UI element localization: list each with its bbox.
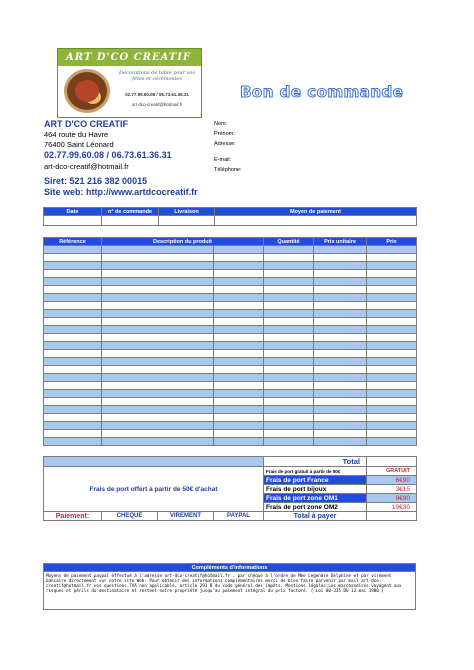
item-unit-price-cell[interactable] [314,350,367,358]
item-price-cell[interactable] [367,358,417,366]
logo-tagline: Décorations de table pour vos fêtes et cérémonies [118,70,196,82]
item-price-cell[interactable] [367,382,417,390]
table-row [44,342,417,350]
company-email: art-dco-creatif@hotmail.fr [44,162,129,171]
item-price-cell[interactable] [367,270,417,278]
order-date-cell[interactable] [44,216,102,226]
company-name: ART D'CO CREATIF [44,119,128,129]
items-table-header [44,238,417,246]
item-description-cell[interactable] [102,358,214,366]
item-reference-cell[interactable] [44,358,102,366]
table-row [44,310,417,318]
item-quantity-cell[interactable] [264,294,314,302]
item-description-cell[interactable] [102,422,214,430]
item-description-cell[interactable] [102,398,214,406]
to-pay-label: Total à payer [264,512,367,521]
summary-total-row [44,457,417,467]
table-row [44,414,417,422]
item-description-cell-2[interactable] [214,302,264,310]
item-description-cell[interactable] [102,350,214,358]
page-title: Bon de commande [240,83,404,101]
item-quantity-cell[interactable] [264,374,314,382]
item-price-cell[interactable] [367,302,417,310]
item-description-cell[interactable] [102,382,214,390]
shipping-om1-value[interactable]: 9€90 [367,494,417,503]
item-unit-price-cell[interactable] [314,358,367,366]
item-description-cell[interactable] [102,366,214,374]
table-row [44,318,417,326]
items-table-body [44,246,417,446]
item-description-cell[interactable] [102,334,214,342]
table-row [44,302,417,310]
client-field-adresse[interactable]: Adresse: [214,141,236,147]
items-header-price: Prix [367,238,417,246]
item-price-cell[interactable] [367,318,417,326]
shipping-free-label: Frais de port gratuit à partir de 50€ [264,467,367,476]
company-website: Site web: http://www.artdcocreatif.fr [44,187,198,197]
item-unit-price-cell[interactable] [314,430,367,438]
item-description-cell[interactable] [102,390,214,398]
item-reference-cell[interactable] [44,414,102,422]
item-quantity-cell[interactable] [264,358,314,366]
order-table-row [44,216,417,226]
item-unit-price-cell[interactable] [314,414,367,422]
table-row [44,398,417,406]
item-description-cell[interactable] [102,302,214,310]
item-description-cell[interactable] [102,406,214,414]
item-description-cell-2[interactable] [214,254,264,262]
item-price-cell[interactable] [367,414,417,422]
order-table-header [44,208,417,216]
item-description-cell[interactable] [102,310,214,318]
item-unit-price-cell[interactable] [314,390,367,398]
order-header-number: n° de commande [102,208,159,216]
item-reference-cell[interactable] [44,318,102,326]
item-quantity-cell[interactable] [264,310,314,318]
table-row [44,438,417,446]
item-quantity-cell[interactable] [264,326,314,334]
logo-phones: 02.77.99.60.08 / 06.73.61.36.31 [125,92,189,97]
item-reference-cell[interactable] [44,406,102,414]
item-price-cell[interactable] [367,430,417,438]
item-reference-cell[interactable] [44,310,102,318]
item-price-cell[interactable] [367,342,417,350]
table-row [44,326,417,334]
item-description-cell-2[interactable] [214,342,264,350]
item-price-cell[interactable] [367,246,417,254]
info-header: Compléments d'informations [44,564,416,572]
table-row [44,422,417,430]
shipping-jewelry-value[interactable]: 3€15 [367,485,417,494]
order-header-payment: Moyen de paiement [215,208,417,216]
item-reference-cell[interactable] [44,342,102,350]
item-reference-cell[interactable] [44,246,102,254]
table-row [44,286,417,294]
payment-option-paypal[interactable]: PAYPAL [214,512,264,521]
item-price-cell[interactable] [367,334,417,342]
item-description-cell[interactable] [102,414,214,422]
item-price-cell[interactable] [367,350,417,358]
item-quantity-cell[interactable] [264,382,314,390]
company-legal [44,176,198,198]
item-description-cell[interactable] [102,254,214,262]
payment-row [44,512,417,521]
item-price-cell[interactable] [367,398,417,406]
item-description-cell-2[interactable] [214,406,264,414]
item-unit-price-cell[interactable] [314,302,367,310]
table-row [44,390,417,398]
item-reference-cell[interactable] [44,438,102,446]
table-row [44,270,417,278]
item-reference-cell[interactable] [44,270,102,278]
table-row [44,374,417,382]
item-description-cell[interactable] [102,430,214,438]
company-address-line2: 76400 Saint Léonard [44,140,114,149]
item-price-cell[interactable] [367,390,417,398]
item-unit-price-cell[interactable] [314,310,367,318]
shipping-om2-label: Frais de port zone OM2 [264,503,367,512]
item-price-cell[interactable] [367,438,417,446]
item-quantity-cell[interactable] [264,438,314,446]
item-description-cell[interactable] [102,318,214,326]
item-price-cell[interactable] [367,326,417,334]
item-quantity-cell[interactable] [264,422,314,430]
item-reference-cell[interactable] [44,254,102,262]
free-shipping-note: Frais de port offert à partir de 50€ d'achat [44,467,264,512]
company-address-line1: 464 route du Havre [44,130,109,139]
item-description-cell-2[interactable] [214,366,264,374]
item-quantity-cell[interactable] [264,366,314,374]
client-fields [214,121,414,177]
item-quantity-cell[interactable] [264,262,314,270]
item-description-cell[interactable] [102,326,214,334]
client-field-email[interactable]: E-mail: [214,157,232,163]
item-price-cell[interactable] [367,310,417,318]
item-price-cell[interactable] [367,406,417,414]
item-price-cell[interactable] [367,366,417,374]
item-unit-price-cell[interactable] [314,270,367,278]
item-quantity-cell[interactable] [264,398,314,406]
shipping-om1-label: Frais de port zone OM1 [264,494,367,503]
shipping-om2-value[interactable]: 19€30 [367,503,417,512]
item-description-cell-2[interactable] [214,318,264,326]
item-unit-price-cell[interactable] [314,262,367,270]
item-unit-price-cell[interactable] [314,278,367,286]
item-quantity-cell[interactable] [264,334,314,342]
item-reference-cell[interactable] [44,422,102,430]
item-quantity-cell[interactable] [264,318,314,326]
item-description-cell-2[interactable] [214,286,264,294]
order-payment-cell[interactable] [215,216,417,226]
order-header-delivery: Livraison [159,208,215,216]
summary-table [43,456,417,521]
logo-email: art-dco-creatif@hotmail.fr [131,102,183,107]
table-row [44,358,417,366]
item-description-cell-2[interactable] [214,398,264,406]
company-phones: 02.77.99.60.08 / 06.73.61.36.31 [44,150,172,160]
shipping-free-value: GRATUIT [367,467,417,476]
shipping-france-value[interactable]: 6€90 [367,476,417,485]
info-table [43,563,416,610]
item-quantity-cell[interactable] [264,286,314,294]
item-reference-cell[interactable] [44,382,102,390]
table-row [44,294,417,302]
item-unit-price-cell[interactable] [314,438,367,446]
item-description-cell-2[interactable] [214,350,264,358]
item-unit-price-cell[interactable] [314,422,367,430]
item-unit-price-cell[interactable] [314,294,367,302]
item-quantity-cell[interactable] [264,302,314,310]
table-row [44,366,417,374]
company-logo [57,48,202,118]
item-reference-cell[interactable] [44,374,102,382]
item-unit-price-cell[interactable] [314,286,367,294]
item-reference-cell[interactable] [44,286,102,294]
item-quantity-cell[interactable] [264,414,314,422]
shipping-row [44,467,417,476]
client-field-nom[interactable]: Nom: [214,121,228,127]
info-text: Moyens de paiement paypal effectué à l'adresse art-dco-creatif@hotmail.fr , par chèque à l'ordre de Mme Legendre Delphine et par virement bancaire directement sur notre site Web. Pour obtenir des informations complémentaires merci de bien faire parvenir par mail art-dco-creatif@hotmail.fr vos questions.TVA non applicable, article 293 B du code général des impôts. Mentions légales:Les marchandises voyagent aux risques et périls du destinataire et restent notre propriété jusqu'au paiement intégral du prix facturé. ( Loi 80-335 DU 12 mai 1980 ) [44,572,416,610]
item-reference-cell[interactable] [44,302,102,310]
order-table [43,207,417,226]
item-reference-cell[interactable] [44,294,102,302]
item-unit-price-cell[interactable] [314,254,367,262]
item-description-cell[interactable] [102,374,214,382]
item-unit-price-cell[interactable] [314,374,367,382]
item-unit-price-cell[interactable] [314,366,367,374]
table-row [44,350,417,358]
order-header-date: Date [44,208,102,216]
item-unit-price-cell[interactable] [314,326,367,334]
logo-plate-image [64,69,110,113]
item-reference-cell[interactable] [44,262,102,270]
item-price-cell[interactable] [367,254,417,262]
item-description-cell[interactable] [102,438,214,446]
items-header-reference: Référence [44,238,102,246]
item-description-cell-2[interactable] [214,270,264,278]
payment-option-cheque[interactable]: CHEQUE [102,512,158,521]
item-description-cell-2[interactable] [214,358,264,366]
item-description-cell-2[interactable] [214,334,264,342]
item-description-cell[interactable] [102,246,214,254]
item-reference-cell[interactable] [44,366,102,374]
item-description-cell-2[interactable] [214,294,264,302]
item-unit-price-cell[interactable] [314,398,367,406]
item-description-cell-2[interactable] [214,430,264,438]
table-row [44,382,417,390]
item-description-cell-2[interactable] [214,310,264,318]
item-reference-cell[interactable] [44,350,102,358]
item-reference-cell[interactable] [44,326,102,334]
item-reference-cell[interactable] [44,398,102,406]
shipping-france-label: Frais de port France [264,476,367,485]
item-unit-price-cell[interactable] [314,318,367,326]
item-description-cell[interactable] [102,286,214,294]
item-reference-cell[interactable] [44,334,102,342]
table-row [44,406,417,414]
order-number-cell[interactable] [102,216,159,226]
item-description-cell-2[interactable] [214,414,264,422]
item-description-cell[interactable] [102,270,214,278]
item-description-cell[interactable] [102,342,214,350]
items-header-description: Description du produit [102,238,264,246]
total-value[interactable] [367,457,417,467]
items-header-unit-price: Prix unitaire [314,238,367,246]
item-quantity-cell[interactable] [264,270,314,278]
client-field-prenom[interactable]: Prénom: [214,131,235,137]
logo-brand: ART D'CO CREATIF [66,52,192,63]
item-description-cell-2[interactable] [214,246,264,254]
item-price-cell[interactable] [367,278,417,286]
client-field-telephone[interactable]: Téléphone: [214,167,242,173]
item-unit-price-cell[interactable] [314,246,367,254]
table-row [44,246,417,254]
item-price-cell[interactable] [367,294,417,302]
item-description-cell-2[interactable] [214,422,264,430]
company-siret: Siret: 521 216 382 00015 [44,176,148,186]
item-description-cell[interactable] [102,294,214,302]
table-row [44,430,417,438]
item-unit-price-cell[interactable] [314,334,367,342]
payment-label: Paiement: [44,512,102,521]
shipping-jewelry-label: Frais de port bijoux [264,485,367,494]
item-description-cell-2[interactable] [214,262,264,270]
table-row [44,334,417,342]
table-row [44,254,417,262]
item-quantity-cell[interactable] [264,350,314,358]
item-unit-price-cell[interactable] [314,382,367,390]
item-description-cell-2[interactable] [214,390,264,398]
item-description-cell-2[interactable] [214,438,264,446]
item-description-cell[interactable] [102,278,214,286]
item-quantity-cell[interactable] [264,406,314,414]
item-description-cell-2[interactable] [214,374,264,382]
total-label: Total [264,457,367,467]
item-quantity-cell[interactable] [264,246,314,254]
items-header-quantity: Quantité [264,238,314,246]
item-price-cell[interactable] [367,286,417,294]
item-quantity-cell[interactable] [264,390,314,398]
item-quantity-cell[interactable] [264,342,314,350]
item-unit-price-cell[interactable] [314,342,367,350]
item-unit-price-cell[interactable] [314,406,367,414]
item-description-cell-2[interactable] [214,382,264,390]
to-pay-value[interactable] [367,512,417,521]
item-reference-cell[interactable] [44,430,102,438]
payment-option-virement[interactable]: VIREMENT [158,512,214,521]
company-info [44,119,224,172]
item-description-cell[interactable] [102,262,214,270]
summary-blank [44,457,264,467]
item-quantity-cell[interactable] [264,430,314,438]
item-description-cell-2[interactable] [214,326,264,334]
item-reference-cell[interactable] [44,278,102,286]
table-row [44,278,417,286]
item-price-cell[interactable] [367,422,417,430]
item-quantity-cell[interactable] [264,254,314,262]
items-table [43,237,417,446]
item-reference-cell[interactable] [44,390,102,398]
table-row [44,262,417,270]
item-price-cell[interactable] [367,374,417,382]
item-description-cell-2[interactable] [214,278,264,286]
order-delivery-cell[interactable] [159,216,215,226]
item-quantity-cell[interactable] [264,278,314,286]
item-price-cell[interactable] [367,262,417,270]
